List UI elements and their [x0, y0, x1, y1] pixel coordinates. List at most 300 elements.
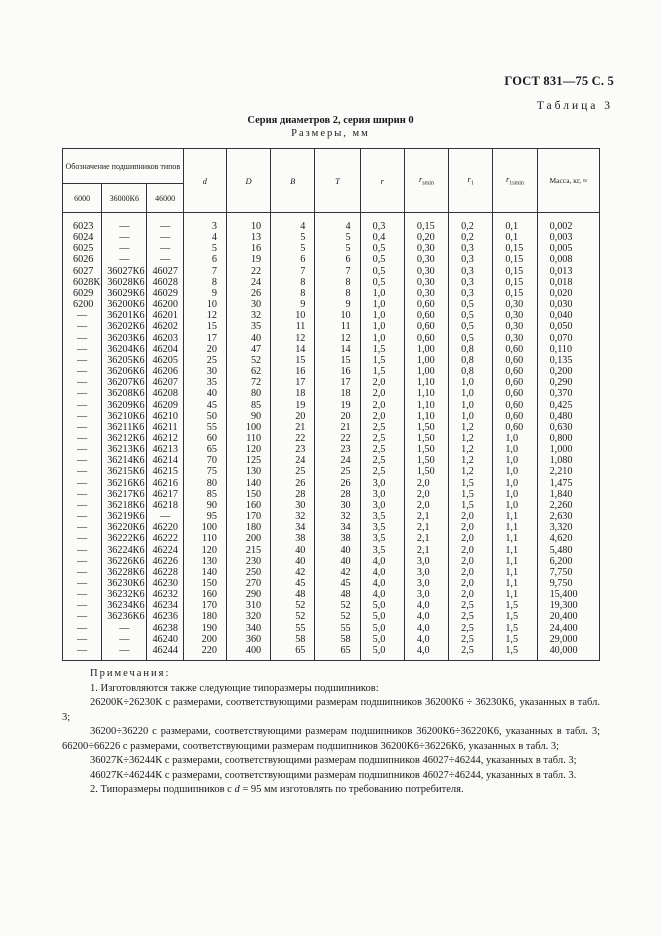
- table-cell: 2,5: [360, 455, 404, 466]
- col-header-rsmin: $r_{smin}$: [404, 149, 448, 213]
- table-cell: 0,60: [493, 366, 537, 377]
- table-cell: 1,1: [493, 522, 537, 533]
- table-cell: 46202: [147, 321, 183, 332]
- table-cell: 36228К6: [102, 567, 147, 578]
- table-cell: 3,0: [404, 578, 448, 589]
- table-cell: 0,8: [449, 344, 493, 355]
- table-cell: 14: [315, 344, 360, 355]
- table-cell: 1,2: [449, 455, 493, 466]
- table-cell: 0,30: [493, 321, 537, 332]
- table-cell: 0,8: [449, 355, 493, 366]
- table-cell: —: [63, 433, 102, 444]
- table-cell: 6: [271, 254, 315, 265]
- table-cell: —: [102, 645, 147, 661]
- table-cell: 25: [183, 355, 226, 366]
- table-cell: 1,0: [493, 433, 537, 444]
- table-cell: 36234К6: [102, 600, 147, 611]
- table-cell: 8: [271, 288, 315, 299]
- table-cell: 2,0: [449, 556, 493, 567]
- table-cell: 36219К6: [102, 511, 147, 522]
- bearing-dimensions-table: [62, 148, 600, 661]
- table-cell: 40: [271, 556, 315, 567]
- table-cell: 46208: [147, 388, 183, 399]
- table-cell: 2,0: [360, 377, 404, 388]
- table-cell: 15: [271, 355, 315, 366]
- table-cell: 0,005: [537, 243, 599, 254]
- table-cell: 46210: [147, 411, 183, 422]
- table-cell: 5,0: [360, 634, 404, 645]
- table-row: [63, 422, 600, 433]
- table-cell: —: [63, 611, 102, 622]
- table-cell: —: [63, 400, 102, 411]
- col-header-mass: Масса, кг, ≈: [537, 149, 599, 213]
- table-cell: 5: [271, 232, 315, 243]
- table-cell: 7: [315, 266, 360, 277]
- table-cell: 8: [183, 277, 226, 288]
- table-cell: 2,5: [360, 466, 404, 477]
- table-cell: 4,0: [360, 556, 404, 567]
- table-cell: 9: [183, 288, 226, 299]
- table-cell: 0,3: [449, 277, 493, 288]
- table-cell: 0,3: [449, 254, 493, 265]
- table-cell: 215: [226, 545, 270, 556]
- table-cell: 1,0: [493, 444, 537, 455]
- table-cell: 0,050: [537, 321, 599, 332]
- table-cell: 0,60: [493, 411, 537, 422]
- table-cell: 2,0: [449, 545, 493, 556]
- table-cell: —: [63, 522, 102, 533]
- table-cell: 0,8: [449, 366, 493, 377]
- table-cell: 1,475: [537, 478, 599, 489]
- table-cell: 0,800: [537, 433, 599, 444]
- table-row: [63, 645, 600, 661]
- table-cell: 1,2: [449, 466, 493, 477]
- table-cell: —: [63, 545, 102, 556]
- table-cell: 200: [183, 634, 226, 645]
- table-cell: 0,013: [537, 266, 599, 277]
- table-row: [63, 213, 600, 233]
- table-row: [63, 411, 600, 422]
- table-cell: 95: [183, 511, 226, 522]
- table-cell: 3,5: [360, 545, 404, 556]
- table-cell: 24: [226, 277, 270, 288]
- table-cell: —: [147, 511, 183, 522]
- note-1-item-1: 26200К÷26230К с размерами, соответствующими размерам подшипников 36200К6 ÷ 36230К6, указанных в табл. 3;: [62, 697, 600, 723]
- table-cell: —: [63, 567, 102, 578]
- table-cell: 0,110: [537, 344, 599, 355]
- table-cell: 22: [226, 266, 270, 277]
- table-cell: 46213: [147, 444, 183, 455]
- table-label: Таблица 3: [536, 100, 613, 112]
- table-cell: 52: [271, 600, 315, 611]
- table-cell: 80: [183, 478, 226, 489]
- table-row: [63, 366, 600, 377]
- table-cell: 3: [183, 213, 226, 233]
- table-cell: 160: [226, 500, 270, 511]
- table-cell: 0,5: [449, 333, 493, 344]
- col-header-d: d: [183, 149, 226, 213]
- table-cell: 8: [271, 277, 315, 288]
- table-cell: 10: [271, 310, 315, 321]
- table-cell: 24,400: [537, 623, 599, 634]
- table-cell: 5: [315, 232, 360, 243]
- table-cell: 0,60: [493, 377, 537, 388]
- table-cell: 46240: [147, 634, 183, 645]
- table-cell: 400: [226, 645, 270, 661]
- table-cell: 46027: [147, 266, 183, 277]
- table-row: [63, 578, 600, 589]
- table-cell: 16: [271, 366, 315, 377]
- table-cell: 36205К6: [102, 355, 147, 366]
- table-cell: 46214: [147, 455, 183, 466]
- table-cell: 46209: [147, 400, 183, 411]
- table-cell: 58: [271, 634, 315, 645]
- table-cell: 36218К6: [102, 500, 147, 511]
- table-row: [63, 333, 600, 344]
- table-row: [63, 400, 600, 411]
- table-cell: 2,5: [360, 422, 404, 433]
- table-cell: 36210К6: [102, 411, 147, 422]
- table-row: [63, 589, 600, 600]
- table-cell: 3,0: [360, 478, 404, 489]
- table-row: [63, 600, 600, 611]
- table-cell: 0,425: [537, 400, 599, 411]
- table-cell: 1,0: [493, 500, 537, 511]
- table-cell: 85: [226, 400, 270, 411]
- table-cell: 150: [183, 578, 226, 589]
- table-cell: 3,0: [360, 500, 404, 511]
- table-cell: 52: [315, 611, 360, 622]
- table-cell: 1,10: [404, 388, 448, 399]
- table-cell: 65: [183, 444, 226, 455]
- table-cell: 0,5: [449, 310, 493, 321]
- table-cell: 75: [183, 466, 226, 477]
- table-cell: —: [63, 511, 102, 522]
- table-cell: 35: [226, 321, 270, 332]
- table-cell: 36207К6: [102, 377, 147, 388]
- table-cell: 100: [183, 522, 226, 533]
- table-cell: 4,0: [404, 634, 448, 645]
- table-row: [63, 355, 600, 366]
- table-cell: —: [147, 243, 183, 254]
- table-cell: 360: [226, 634, 270, 645]
- table-cell: 36206К6: [102, 366, 147, 377]
- table-cell: 62: [226, 366, 270, 377]
- table-cell: 36029К6: [102, 288, 147, 299]
- table-cell: 6029: [63, 288, 102, 299]
- table-row: [63, 522, 600, 533]
- table-cell: 0,30: [404, 288, 448, 299]
- note-1-item-3: 36027К÷36244К с размерами, соответствующими размерам подшипников 46027÷46244, указанных в табл. 3;: [90, 755, 577, 766]
- table-cell: 52: [226, 355, 270, 366]
- table-cell: —: [63, 310, 102, 321]
- table-cell: 10: [315, 310, 360, 321]
- table-cell: 21: [271, 422, 315, 433]
- table-cell: 46232: [147, 589, 183, 600]
- table-cell: 0,4: [360, 232, 404, 243]
- table-cell: 3,0: [404, 589, 448, 600]
- table-row: [63, 466, 600, 477]
- table-cell: 36224К6: [102, 545, 147, 556]
- table-cell: 15: [315, 355, 360, 366]
- table-cell: 230: [226, 556, 270, 567]
- note-1-item-4: 46027К÷46244К с размерами, соответствующими размерам подшипников 46027÷46244, указанных в табл. 3.: [90, 769, 577, 781]
- table-row: [63, 511, 600, 522]
- table-cell: 32: [315, 511, 360, 522]
- table-cell: 18: [271, 388, 315, 399]
- table-cell: 46215: [147, 466, 183, 477]
- table-cell: 90: [226, 411, 270, 422]
- table-row: [63, 444, 600, 455]
- table-cell: 12: [315, 333, 360, 344]
- table-cell: 1,50: [404, 444, 448, 455]
- table-cell: 32: [271, 511, 315, 522]
- table-cell: 46226: [147, 556, 183, 567]
- table-cell: 36217К6: [102, 489, 147, 500]
- table-cell: 4,0: [404, 611, 448, 622]
- table-cell: 23: [271, 444, 315, 455]
- table-cell: —: [63, 344, 102, 355]
- table-cell: 1,50: [404, 433, 448, 444]
- col-header-D: D: [226, 149, 270, 213]
- table-cell: 6023: [63, 213, 102, 233]
- table-cell: 2,5: [360, 444, 404, 455]
- table-cell: 8: [315, 288, 360, 299]
- table-cell: 150: [226, 489, 270, 500]
- table-cell: 28: [315, 489, 360, 500]
- table-cell: 2,5: [360, 433, 404, 444]
- table-cell: 140: [183, 567, 226, 578]
- table-cell: 6,200: [537, 556, 599, 567]
- table-cell: 46201: [147, 310, 183, 321]
- table-cell: 120: [226, 444, 270, 455]
- table-row: [63, 433, 600, 444]
- table-cell: 55: [315, 623, 360, 634]
- table-cell: 0,1: [493, 213, 537, 233]
- table-cell: 1,50: [404, 422, 448, 433]
- table-cell: 36203К6: [102, 333, 147, 344]
- table-cell: 0,030: [537, 299, 599, 310]
- table-cell: 18: [315, 388, 360, 399]
- table-cell: 0,15: [493, 288, 537, 299]
- table-cell: 1,0: [360, 288, 404, 299]
- bearing-table-container: [62, 148, 600, 661]
- table-cell: 36204К6: [102, 344, 147, 355]
- table-cell: —: [102, 213, 147, 233]
- table-cell: 2,1: [404, 533, 448, 544]
- table-cell: 40: [271, 545, 315, 556]
- col-header-r1: $r_1$: [449, 149, 493, 213]
- page-header: ГОСТ 831—75 С. 5: [504, 74, 614, 88]
- table-row: [63, 623, 600, 634]
- table-cell: 0,1: [493, 232, 537, 243]
- table-cell: 9: [271, 299, 315, 310]
- table-cell: 9,750: [537, 578, 599, 589]
- table-cell: 6028К: [63, 277, 102, 288]
- table-cell: 0,2: [449, 232, 493, 243]
- table-cell: 1,1: [493, 511, 537, 522]
- table-cell: 46228: [147, 567, 183, 578]
- table-cell: 7: [183, 266, 226, 277]
- table-cell: 2,0: [449, 522, 493, 533]
- table-cell: 40: [226, 333, 270, 344]
- table-cell: 0,60: [404, 299, 448, 310]
- table-cell: 1,10: [404, 400, 448, 411]
- table-cell: 60: [183, 433, 226, 444]
- table-cell: 5: [183, 243, 226, 254]
- type-header-36000K6: 36000К6: [102, 184, 147, 213]
- caption-units: Размеры, мм: [291, 128, 370, 139]
- table-cell: 85: [183, 489, 226, 500]
- table-row: [63, 344, 600, 355]
- table-row: [63, 634, 600, 645]
- table-cell: 40,000: [537, 645, 599, 661]
- table-cell: 0,5: [449, 321, 493, 332]
- table-cell: 8: [315, 277, 360, 288]
- table-cell: 1,5: [493, 634, 537, 645]
- table-cell: 0,5: [360, 254, 404, 265]
- table-cell: 36201К6: [102, 310, 147, 321]
- table-cell: 0,135: [537, 355, 599, 366]
- table-cell: 0,370: [537, 388, 599, 399]
- table-cell: 0,5: [360, 243, 404, 254]
- table-cell: 0,040: [537, 310, 599, 321]
- table-cell: 25: [315, 466, 360, 477]
- table-cell: 0,60: [493, 344, 537, 355]
- table-cell: 1,2: [449, 422, 493, 433]
- table-cell: 2,5: [449, 623, 493, 634]
- table-cell: 45: [315, 578, 360, 589]
- table-cell: 0,60: [404, 333, 448, 344]
- table-cell: 3,5: [360, 522, 404, 533]
- table-cell: —: [63, 444, 102, 455]
- table-cell: 1,0: [360, 299, 404, 310]
- table-cell: 1,5: [449, 500, 493, 511]
- table-cell: 36027К6: [102, 266, 147, 277]
- table-cell: 55: [271, 623, 315, 634]
- table-cell: 130: [226, 466, 270, 477]
- table-cell: 52: [271, 611, 315, 622]
- table-row: [63, 611, 600, 622]
- table-cell: 46029: [147, 288, 183, 299]
- table-cell: 46200: [147, 299, 183, 310]
- table-cell: 0,30: [404, 254, 448, 265]
- table-cell: 50: [183, 411, 226, 422]
- table-cell: 2,0: [404, 489, 448, 500]
- table-cell: 1,00: [404, 355, 448, 366]
- table-cell: 17: [183, 333, 226, 344]
- table-cell: 1,5: [493, 600, 537, 611]
- table-row: [63, 310, 600, 321]
- table-cell: 0,018: [537, 277, 599, 288]
- table-cell: —: [63, 589, 102, 600]
- table-cell: 0,15: [404, 213, 448, 233]
- table-row: [63, 243, 600, 254]
- table-cell: 36230К6: [102, 578, 147, 589]
- table-cell: 46205: [147, 355, 183, 366]
- table-cell: 12: [271, 333, 315, 344]
- table-cell: 6: [183, 254, 226, 265]
- table-cell: 46234: [147, 600, 183, 611]
- table-cell: 48: [271, 589, 315, 600]
- table-cell: 2,1: [404, 545, 448, 556]
- table-cell: —: [63, 377, 102, 388]
- table-cell: 4,0: [404, 645, 448, 661]
- table-cell: 1,0: [360, 321, 404, 332]
- table-cell: 110: [226, 433, 270, 444]
- table-cell: —: [63, 600, 102, 611]
- table-cell: 2,5: [449, 600, 493, 611]
- table-cell: 0,2: [449, 213, 493, 233]
- table-cell: 1,5: [360, 344, 404, 355]
- table-cell: 1,1: [493, 578, 537, 589]
- table-cell: 1,0: [360, 310, 404, 321]
- table-cell: 46206: [147, 366, 183, 377]
- table-cell: 26: [315, 478, 360, 489]
- table-cell: 46220: [147, 522, 183, 533]
- table-cell: 0,15: [493, 277, 537, 288]
- table-cell: 28: [271, 489, 315, 500]
- table-row: [63, 299, 600, 310]
- table-cell: —: [63, 321, 102, 332]
- table-cell: 52: [315, 600, 360, 611]
- table-cell: 46204: [147, 344, 183, 355]
- table-cell: 38: [271, 533, 315, 544]
- table-cell: 160: [183, 589, 226, 600]
- table-cell: 6027: [63, 266, 102, 277]
- table-cell: 3,0: [404, 556, 448, 567]
- table-cell: 36222К6: [102, 533, 147, 544]
- table-cell: 65: [315, 645, 360, 661]
- table-cell: 0,3: [449, 266, 493, 277]
- table-cell: 29,000: [537, 634, 599, 645]
- table-cell: —: [147, 254, 183, 265]
- table-cell: 1,5: [360, 355, 404, 366]
- table-cell: 45: [183, 400, 226, 411]
- table-cell: 26: [226, 288, 270, 299]
- table-cell: 90: [183, 500, 226, 511]
- table-cell: 0,60: [404, 321, 448, 332]
- table-cell: 36232К6: [102, 589, 147, 600]
- table-cell: 47: [226, 344, 270, 355]
- col-header-r: r: [360, 149, 404, 213]
- table-cell: 40: [315, 545, 360, 556]
- table-cell: 1,2: [449, 444, 493, 455]
- table-cell: 3,320: [537, 522, 599, 533]
- table-cell: 65: [271, 645, 315, 661]
- table-cell: —: [63, 578, 102, 589]
- table-cell: 1,1: [493, 545, 537, 556]
- table-cell: 45: [271, 578, 315, 589]
- table-cell: 36209К6: [102, 400, 147, 411]
- table-cell: 13: [226, 232, 270, 243]
- table-cell: 0,5: [449, 299, 493, 310]
- table-cell: —: [63, 556, 102, 567]
- table-cell: 2,0: [449, 578, 493, 589]
- table-cell: 32: [226, 310, 270, 321]
- table-cell: 320: [226, 611, 270, 622]
- table-cell: 34: [271, 522, 315, 533]
- table-cell: —: [147, 232, 183, 243]
- table-cell: 46028: [147, 277, 183, 288]
- table-cell: 2,5: [449, 611, 493, 622]
- designation-group-header: Обозначение подшипников типов: [63, 149, 184, 184]
- table-cell: 5: [315, 243, 360, 254]
- table-cell: 30: [183, 366, 226, 377]
- type-header-46000: 46000: [147, 184, 183, 213]
- table-cell: 1,5: [493, 645, 537, 661]
- table-cell: 46216: [147, 478, 183, 489]
